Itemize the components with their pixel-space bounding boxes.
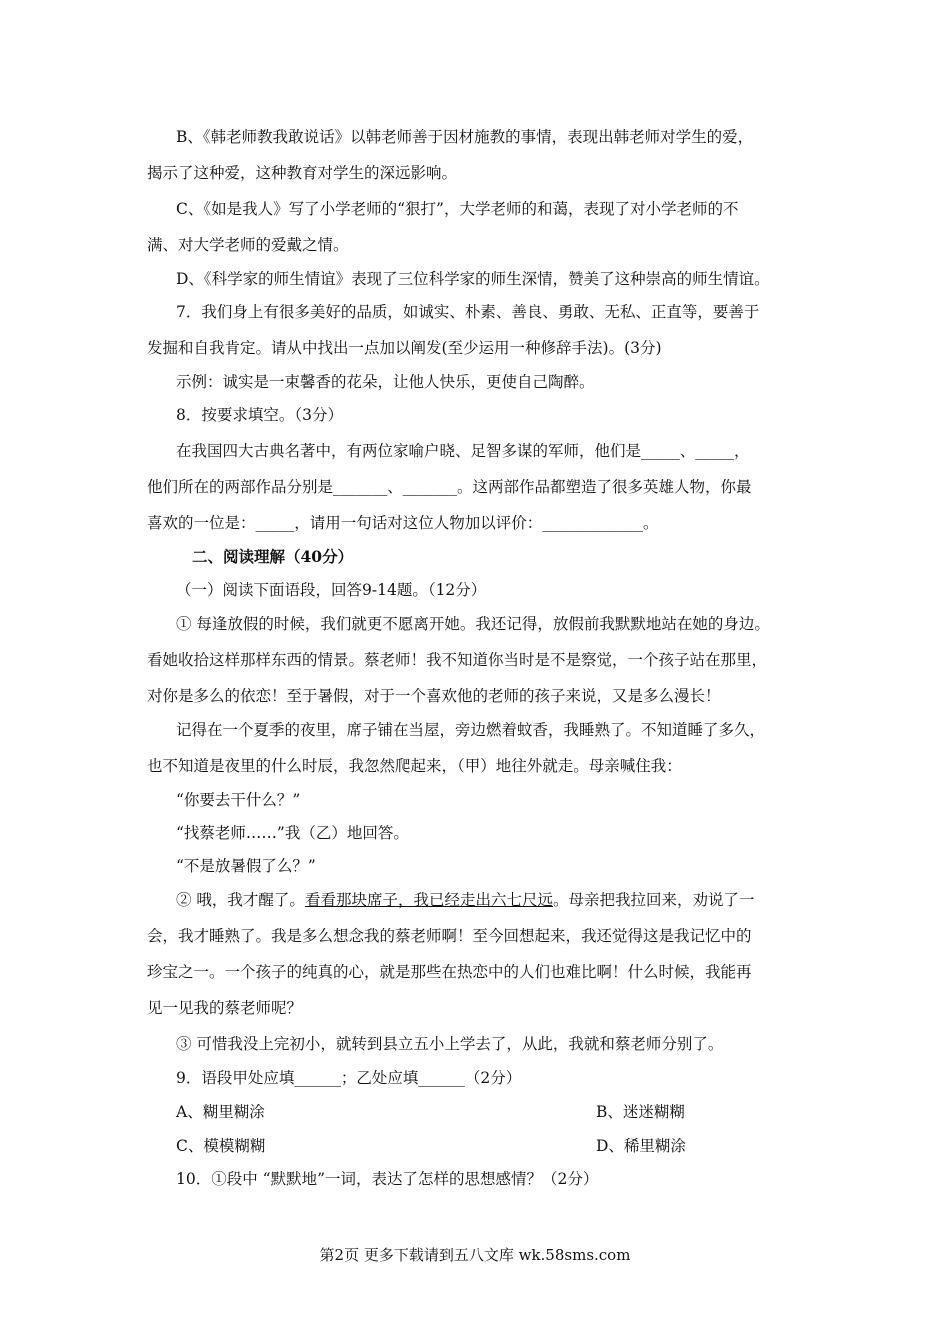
text-line: B、《韩老师教我敢说话》以韩老师善于因材施教的事情，表现出韩老师对学生的爱，	[176, 128, 754, 146]
dialogue-line: “找蔡老师……”我（乙）地回答。	[176, 824, 409, 842]
text-line: 他们所在的两部作品分别是_______、_______。这两部作品都塑造了很多英雄人物，你最	[147, 478, 752, 496]
text-line: 会，我才睡熟了。我是多么想念我的蔡老师啊！至今回想起来，我还觉得这是我记忆中的	[147, 927, 752, 945]
text-line: 揭示了这种爱，这种教育对学生的深远影响。	[147, 164, 458, 182]
text-line: 记得在一个夏季的夜里，席子铺在当屋，旁边燃着蚊香，我睡熟了。不知道睡了多久，	[176, 721, 766, 739]
paragraph-3: ③ 可惜我没上完初小，就转到县立五小上学去了，从此，我就和蔡老师分别了。	[176, 1035, 724, 1053]
section-heading: 二、阅读理解（40分）	[192, 547, 354, 566]
text-span: 。母亲把我拉回来，劝说了一	[552, 891, 755, 909]
page-footer: 第2页 更多下载请到五八文库 wk.58sms.com	[319, 1246, 631, 1264]
text-line: C、《如是我人》写了小学老师的“狠打”，大学老师的和蔼，表现了对小学老师的不	[176, 200, 739, 218]
paragraph-1: ① 每逢放假的时候，我们就更不愿离开她。我还记得，放假前我默默地站在她的身边。	[176, 615, 770, 633]
text-line: 对你是多么的依恋！至于暑假，对于一个喜欢他的老师的孩子来说，又是多么漫长！	[147, 687, 721, 705]
text-line: 在我国四大古典名著中，有两位家喻户晓、足智多谋的军师，他们是_____、_____，	[176, 442, 750, 460]
text-span: ② 哦，我才醒了。	[176, 891, 305, 909]
example-line: 示例：诚实是一束馨香的花朵，让他人快乐，更使自己陶醉。	[176, 373, 595, 391]
text-line: 珍宝之一。一个孩子的纯真的心，就是那些在热恋中的人们也难比啊！什么时候，我能再	[147, 963, 752, 981]
underlined-sentence: 看看那块席子，我已经走出六七尺远	[304, 891, 553, 909]
dialogue-line: “你要去干什么？”	[176, 791, 301, 809]
option-d: D、稀里糊涂	[596, 1137, 686, 1155]
option-a: A、糊里糊涂	[176, 1103, 265, 1121]
paragraph-2	[176, 890, 754, 910]
text-line: 见一见我的蔡老师呢？	[147, 999, 303, 1017]
text-line: 也不知道是夜里的什么时辰，我忽然爬起来，（甲）地往外就走。母亲喊住我：	[147, 757, 682, 775]
text-line: 满、对大学老师的爱戴之情。	[147, 236, 349, 254]
question-8: 8．按要求填空。（3分）	[176, 406, 343, 424]
question-7: 7．我们身上有很多美好的品质，如诚实、朴素、善良、勇敢、无私、正直等，要善于	[176, 303, 760, 321]
dialogue-line: “不是放暑假了么？”	[176, 857, 316, 875]
text-line: 喜欢的一位是：_____，请用一句话对这位人物加以评价：_____________。	[147, 514, 659, 532]
text-line: 看她收拾这样那样东西的情景。蔡老师！我不知道你当时是不是察觉，一个孩子站在那里，	[147, 651, 768, 669]
text-line: 发掘和自我肯定。请从中找出一点加以阐发(至少运用一种修辞手法)。(3分)	[147, 339, 662, 357]
option-b: B、迷迷糊糊	[596, 1103, 685, 1121]
subsection-heading: （一）阅读下面语段，回答9-14题。（12分）	[176, 581, 487, 599]
question-9: 9．语段甲处应填______；乙处应填______（2分）	[176, 1069, 522, 1087]
option-c: C、模模糊糊	[176, 1137, 266, 1155]
text-line: D、《科学家的师生情谊》表现了三位科学家的师生深情，赞美了这种崇高的师生情谊。	[176, 270, 770, 288]
question-10: 10．①段中 “默默地”一词，表达了怎样的思想感情？（2分）	[176, 1170, 599, 1188]
